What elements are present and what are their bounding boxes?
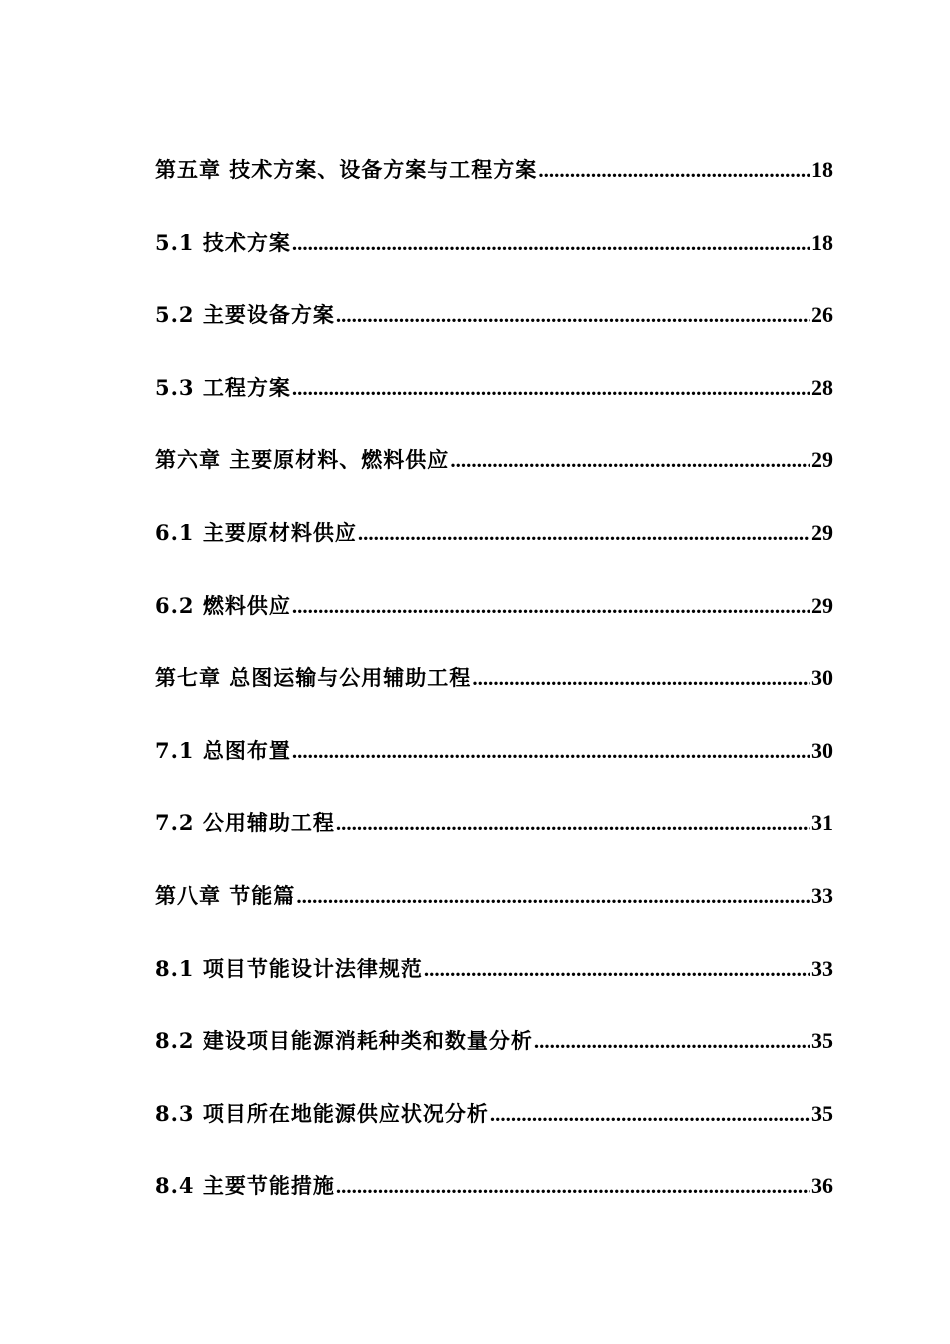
toc-entry-title: 5.2 主要设备方案 <box>155 302 335 328</box>
toc-entry-5-1[interactable] <box>155 227 833 300</box>
toc-dot-leader <box>336 1174 810 1199</box>
toc-entry-title: 第五章 技术方案、设备方案与工程方案 <box>155 157 538 182</box>
toc-entry-chapter-8[interactable] <box>155 880 833 953</box>
toc-entry-title: 7.1 总图布置 <box>155 737 291 763</box>
toc-entry-6-2[interactable] <box>155 590 833 663</box>
toc-entry-title: 8.4 主要节能措施 <box>155 1173 335 1199</box>
toc-entry-page: 29 <box>811 592 833 618</box>
toc-entry-8-3[interactable] <box>155 1098 833 1171</box>
toc-entry-chapter-5[interactable] <box>155 154 833 227</box>
toc-dot-leader <box>450 448 810 473</box>
toc-entry-page: 30 <box>811 737 833 763</box>
toc-entry-8-4[interactable] <box>155 1170 833 1243</box>
toc-entry-page: 18 <box>811 157 833 182</box>
toc-dot-leader <box>336 303 810 328</box>
toc-entry-page: 28 <box>811 374 833 400</box>
toc-dot-leader <box>490 1102 810 1127</box>
toc-dot-leader <box>358 521 810 546</box>
toc-entry-8-1[interactable] <box>155 953 833 1026</box>
toc-entry-page: 29 <box>811 519 833 545</box>
toc-entry-page: 36 <box>811 1173 833 1199</box>
toc-dot-leader <box>296 884 810 909</box>
toc-entry-chapter-7[interactable] <box>155 662 833 735</box>
toc-entry-6-1[interactable] <box>155 517 833 590</box>
toc-entry-title: 6.1 主要原材料供应 <box>155 519 357 545</box>
table-of-contents <box>155 154 833 1243</box>
toc-entry-title: 第六章 主要原材料、燃料供应 <box>155 447 450 473</box>
toc-entry-title: 8.2 建设项目能源消耗种类和数量分析 <box>155 1028 533 1054</box>
toc-entry-title: 7.2 公用辅助工程 <box>155 810 335 836</box>
toc-entry-title: 第八章 节能篇 <box>155 882 296 908</box>
toc-dot-leader <box>538 158 810 183</box>
toc-entry-page: 33 <box>811 882 833 908</box>
toc-entry-5-3[interactable] <box>155 372 833 445</box>
toc-dot-leader <box>292 594 810 619</box>
toc-dot-leader <box>292 739 810 764</box>
toc-entry-page: 26 <box>811 302 833 328</box>
toc-dot-leader <box>336 811 810 836</box>
toc-entry-7-2[interactable] <box>155 807 833 880</box>
toc-entry-page: 35 <box>811 1028 833 1054</box>
toc-entry-page: 29 <box>811 447 833 473</box>
toc-entry-5-2[interactable] <box>155 299 833 372</box>
toc-entry-8-2[interactable] <box>155 1025 833 1098</box>
toc-entry-page: 18 <box>811 229 833 255</box>
toc-entry-title: 第七章 总图运输与公用辅助工程 <box>155 665 472 691</box>
toc-entry-chapter-6[interactable] <box>155 444 833 517</box>
toc-entry-page: 33 <box>811 955 833 981</box>
toc-entry-title: 5.1 技术方案 <box>155 229 291 255</box>
toc-entry-page: 30 <box>811 665 833 691</box>
toc-entry-title: 8.3 项目所在地能源供应状况分析 <box>155 1100 489 1126</box>
toc-entry-7-1[interactable] <box>155 735 833 808</box>
toc-entry-page: 31 <box>811 810 833 836</box>
toc-entry-page: 35 <box>811 1100 833 1126</box>
toc-entry-title: 6.2 燃料供应 <box>155 592 291 618</box>
toc-dot-leader <box>292 231 810 256</box>
toc-entry-title: 5.3 工程方案 <box>155 374 291 400</box>
toc-dot-leader <box>472 666 810 691</box>
toc-dot-leader <box>424 957 810 982</box>
toc-dot-leader <box>534 1029 810 1054</box>
toc-dot-leader <box>292 376 810 401</box>
toc-entry-title: 8.1 项目节能设计法律规范 <box>155 955 423 981</box>
